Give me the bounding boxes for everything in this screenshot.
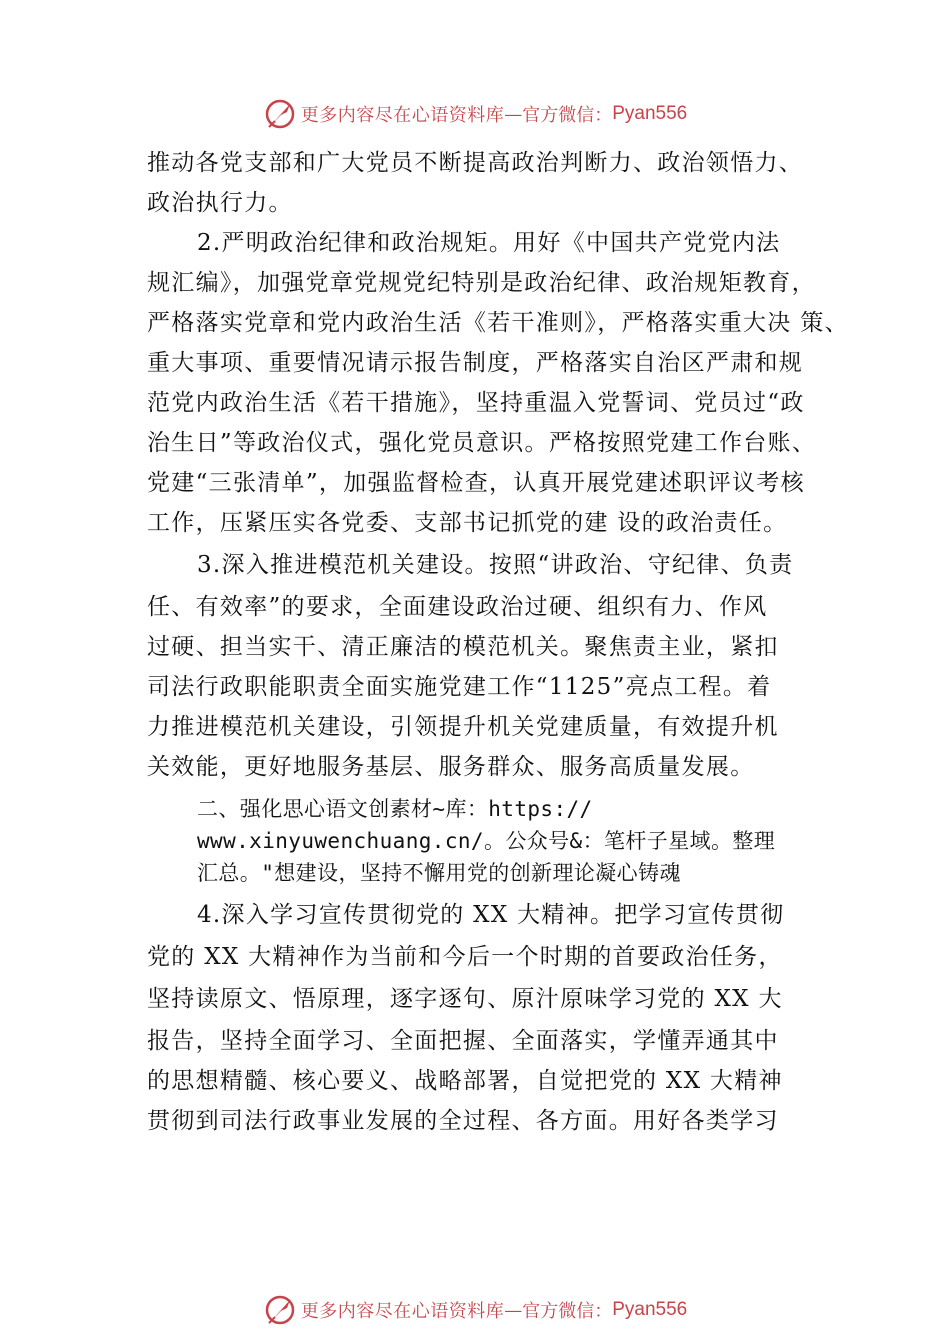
quill-logo-icon xyxy=(263,97,297,131)
text-line: www.xinyuwenchuang.cn/。公众号&：笔杆子星域。整理 xyxy=(197,829,776,853)
text-line: 范党内政治生活《若干措施》，坚持重温入党誓词、党员过“政 xyxy=(147,390,805,416)
text-line: 治生日”等政治仪式，强化党员意识。严格按照党建工作台账、 xyxy=(147,430,817,456)
paragraph-heading: 3.深入推进模范机关建设。按照“讲政治、守纪律、负责 xyxy=(197,552,794,578)
footer-banner xyxy=(0,1290,950,1330)
text-line: 工作，压紧压实各党委、支部书记抓党的建 设的政治责任。 xyxy=(147,510,788,536)
text-line: 党的 XX 大精神作为当前和今后一个时期的首要政治任务， xyxy=(147,944,783,970)
text-line: 严格落实党章和党内政治生活《若干准则》，严格落实重大决 策、 xyxy=(147,310,849,336)
footer-site-name: 更多内容尽在心语资料库 xyxy=(300,1301,505,1322)
text-line: 重大事项、重要情况请示报告制度，严格落实自治区严肃和规 xyxy=(147,350,804,376)
header-dash: — xyxy=(504,103,523,125)
section-heading: 二、强化思心语文创素材~库：https:// xyxy=(197,797,593,821)
text-line: 报告，坚持全面学习、全面把握、全面落实，学懂弄通其中 xyxy=(147,1028,779,1054)
footer-account: Pyan556 xyxy=(612,1299,688,1320)
text-line: 的思想精髓、核心要义、战略部署，自觉把党的 XX 大精神 xyxy=(147,1068,783,1094)
text-line: 推动各党支部和广大党员不断提高政治判断力、政治领悟力、 xyxy=(147,150,804,176)
footer-wechat-label: 官方微信： xyxy=(522,1301,613,1322)
text-line: 党建“三张清单”，加强监督检查，认真开展党建述职评议考核 xyxy=(147,470,805,496)
text-line: 汇总。"想建设，坚持不懈用党的创新理论凝心铸魂 xyxy=(197,861,681,885)
text-line: 规汇编》，加强党章党规党纪特别是政治纪律、政治规矩教育， xyxy=(147,270,816,296)
text-line: 关效能，更好地服务基层、服务群众、服务高质量发展。 xyxy=(147,754,755,780)
header-banner xyxy=(0,94,950,134)
header-wechat-label: 官方微信： xyxy=(522,105,613,126)
paragraph-heading: 4.深入学习宣传贯彻党的 XX 大精神。把学习宣传贯彻 xyxy=(197,902,785,928)
header-site-name: 更多内容尽在心语资料库 xyxy=(300,105,505,126)
header-account: Pyan556 xyxy=(612,103,688,124)
text-line: 司法行政职能职责全面实施党建工作“1125”亮点工程。着 xyxy=(147,674,772,700)
paragraph-heading: 2.严明政治纪律和政治规矩。用好《中国共产党党内法 xyxy=(197,230,781,256)
footer-dash: — xyxy=(504,1299,523,1321)
quill-logo-icon xyxy=(263,1293,297,1327)
text-line: 过硬、担当实干、清正廉洁的模范机关。聚焦责主业，紧扣 xyxy=(147,634,779,660)
text-line: 任、有效率”的要求，全面建设政治过硬、组织有力、作风 xyxy=(147,594,768,620)
text-line: 坚持读原文、悟原理，逐字逐句、原汁原味学习党的 XX 大 xyxy=(147,986,783,1012)
text-line: 政治执行力。 xyxy=(147,190,293,216)
text-line: 贯彻到司法行政事业发展的全过程、各方面。用好各类学习 xyxy=(147,1108,779,1134)
text-line: 力推进模范机关建设，引领提升机关党建质量，有效提升机 xyxy=(147,714,779,740)
